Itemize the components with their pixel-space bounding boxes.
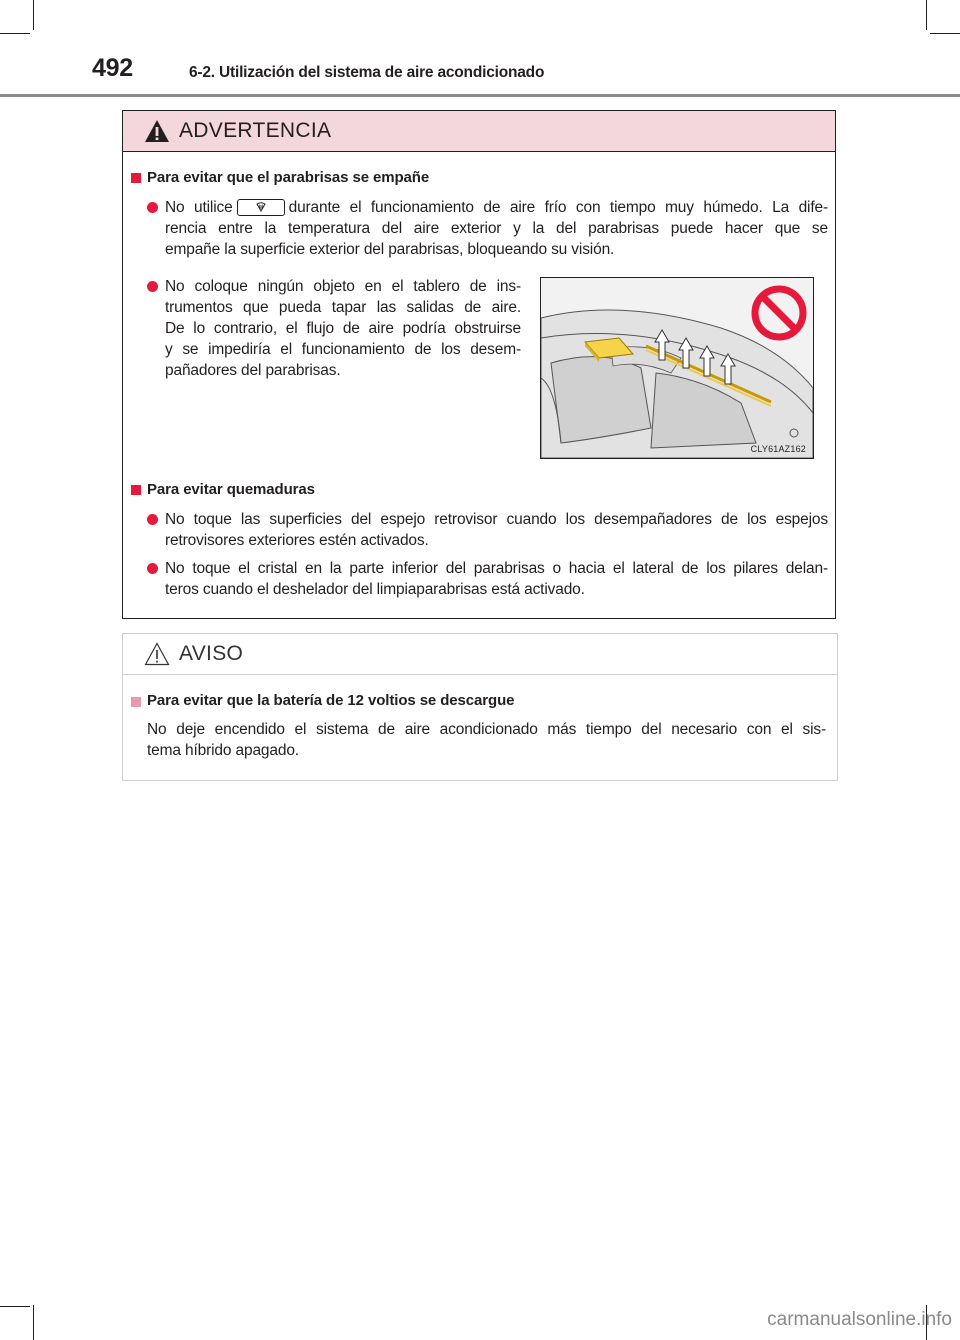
section-bullet-icon: [131, 173, 141, 183]
text-line: [165, 197, 828, 218]
notice-text: [147, 719, 826, 761]
crop-mark: [926, 0, 927, 30]
text-fragment: No utilice: [165, 199, 233, 216]
caution-triangle-icon: [144, 642, 170, 671]
bullet-icon: [147, 563, 158, 574]
warning-box-header: [123, 111, 835, 152]
bullet-icon: [147, 202, 158, 213]
section-bullet-icon: [131, 485, 141, 495]
warning-item: [165, 197, 828, 260]
crop-mark: [33, 0, 34, 30]
defogger-button-icon: [237, 199, 285, 216]
crop-mark: [0, 33, 30, 34]
text-line: retrovisores exteriores estén activados.: [165, 532, 429, 549]
section-title: 6-2. Utilización del sistema de aire acondicionado: [189, 64, 545, 81]
crop-mark: [930, 33, 960, 34]
text-line: No coloque ningún objeto en el tablero de ins-: [165, 278, 521, 295]
text-line: No deje encendido el sistema de aire acondicionado más tiempo del necesario con el sis-: [147, 721, 826, 738]
text-line: tema híbrido apagado.: [147, 742, 299, 759]
text-line: trumentos que pueda tapar las salidas de aire.: [165, 299, 521, 316]
figure-code: CLY61AZ162: [750, 444, 806, 454]
crop-mark: [33, 1305, 34, 1340]
section-bullet-icon: [131, 697, 141, 707]
warning-triangle-icon: [144, 119, 170, 148]
warning-item: [165, 276, 521, 381]
section-heading: Para evitar quemaduras: [147, 481, 315, 498]
text-line: teros cuando el deshelador del limpiaparabrisas está activado.: [165, 581, 585, 598]
bullet-icon: [147, 281, 158, 292]
text-line: y se impediría el funcionamiento de los desem-: [165, 341, 521, 358]
text-line: empañe la superficie exterior del parabrisas, bloqueando su visión.: [165, 241, 615, 258]
text-line: pañadores del parabrisas.: [165, 362, 341, 379]
crop-mark: [0, 1306, 30, 1307]
warning-item: [165, 558, 828, 600]
header-rule: [0, 94, 960, 97]
text-line: De lo contrario, el flujo de aire podría obstruirse: [165, 320, 521, 337]
dashboard-drawing: [541, 278, 813, 458]
text-line: rencia entre la temperatura del aire exterior y la del parabrisas puede hacer que se: [165, 220, 828, 237]
dashboard-illustration: [540, 277, 814, 459]
notice-box-header: [123, 634, 837, 675]
text-fragment: durante el funcionamiento de aire frío con tiempo muy húmedo. La dife-: [288, 199, 828, 216]
text-line: No toque el cristal en la parte inferior del parabrisas o hacia el lateral de los pilares delan-: [165, 560, 828, 577]
watermark: carmanualsonline.info: [767, 1309, 952, 1330]
notice-heading: Para evitar que la batería de 12 voltios se descargue: [147, 692, 515, 709]
notice-title: AVISO: [179, 642, 244, 665]
text-line: No toque las superficies del espejo retrovisor cuando los desempañadores de los espejos: [165, 511, 828, 528]
bullet-icon: [147, 514, 158, 525]
page-number: 492: [92, 54, 133, 82]
section-heading: Para evitar que el parabrisas se empañe: [147, 169, 430, 186]
warning-title: ADVERTENCIA: [179, 119, 332, 142]
warning-item: [165, 509, 828, 551]
